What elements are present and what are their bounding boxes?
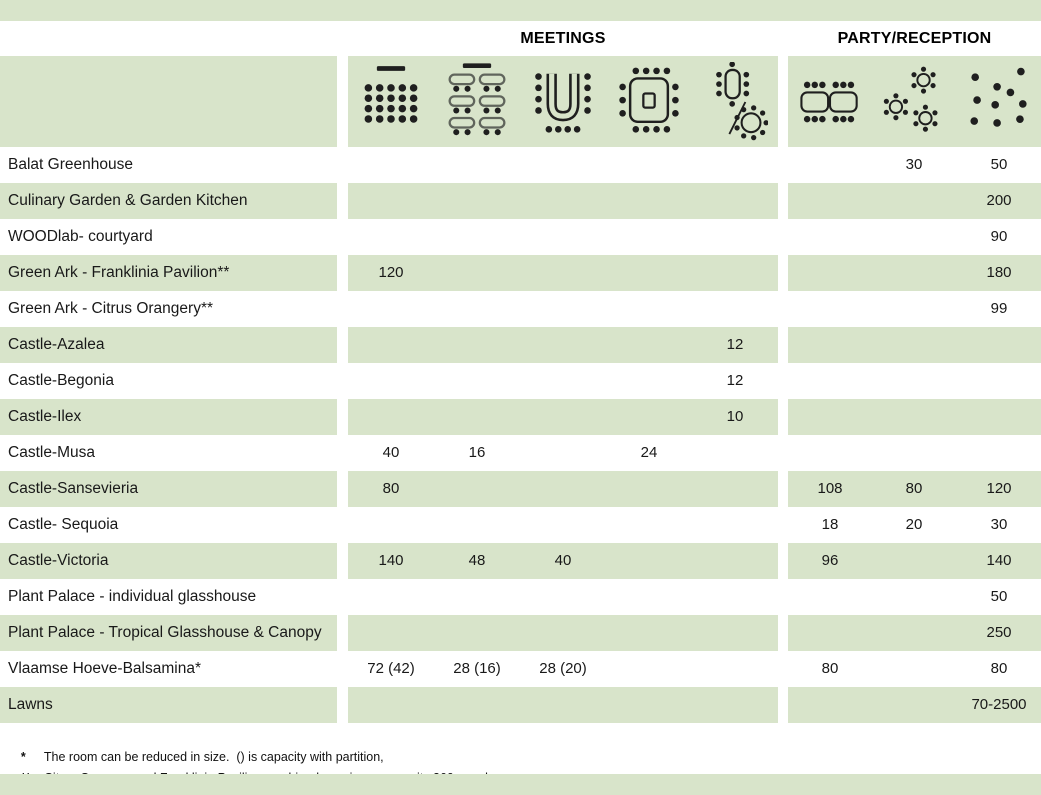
- capacity-classroom: [434, 687, 520, 723]
- meetings-cells: [348, 327, 778, 363]
- table-row: [0, 435, 1041, 471]
- party-icon-header: [788, 56, 1041, 147]
- footnote-partition: [7, 730, 1007, 764]
- venue-name: Castle-Azalea: [0, 327, 337, 363]
- capacity-classroom: [434, 183, 520, 219]
- capacity-boardroom: [692, 255, 778, 291]
- party-cells: [788, 579, 1041, 615]
- capacity-boardroom: [692, 435, 778, 471]
- theatre-icon: [348, 56, 434, 147]
- meetings-cells: [348, 687, 778, 723]
- capacity-theatre: [348, 291, 434, 327]
- capacity-theatre: [348, 327, 434, 363]
- capacity-long-tables: [788, 219, 872, 255]
- table-row: [0, 291, 1041, 327]
- capacity-theatre: 72 (42): [367, 660, 415, 677]
- capacity-hollow-square: [606, 147, 692, 183]
- capacity-theatre: [348, 183, 434, 219]
- standing-reception-icon: [957, 56, 1041, 147]
- capacity-hollow-square: [606, 615, 692, 651]
- capacity-reception: [957, 399, 1041, 435]
- capacity-reception: 140: [986, 552, 1012, 569]
- bottom-band: [0, 774, 1041, 795]
- venue-name: Castle-Musa: [8, 444, 95, 461]
- capacity-round-tables: [872, 615, 956, 651]
- capacity-long-tables: [788, 579, 872, 615]
- capacity-round-tables: [872, 255, 956, 291]
- capacity-round-tables: 20: [905, 516, 923, 533]
- party-cells: [788, 363, 1041, 399]
- meetings-cells: [348, 543, 778, 579]
- meetings-cells: [348, 255, 778, 291]
- party-cells: [788, 327, 1041, 363]
- capacity-boardroom: [692, 147, 778, 183]
- capacity-u-shape: [520, 219, 606, 255]
- capacity-reception: 70-2500: [971, 696, 1027, 713]
- table-row: [0, 579, 1041, 615]
- meetings-cells: [348, 183, 778, 219]
- capacity-reception: [957, 363, 1041, 399]
- boardroom-or-round-table-icon: [692, 56, 778, 147]
- capacity-u-shape: [520, 579, 606, 615]
- meetings-group-header: MEETINGS: [520, 30, 606, 47]
- meetings-cells: [348, 579, 778, 615]
- party-cells: [788, 543, 1041, 579]
- party-cells: [788, 291, 1041, 327]
- table-row: [0, 543, 1041, 579]
- capacity-long-tables: 18: [821, 516, 839, 533]
- capacity-classroom: [434, 399, 520, 435]
- capacity-long-tables: [788, 147, 872, 183]
- capacity-theatre: [348, 507, 434, 543]
- capacity-u-shape: [520, 687, 606, 723]
- capacity-boardroom: [692, 543, 778, 579]
- party-cells: [788, 687, 1041, 723]
- meetings-icon-header: [348, 56, 778, 147]
- venue-name: Castle-Sansevieria: [0, 471, 337, 507]
- capacity-hollow-square: [606, 687, 692, 723]
- capacity-reception: 30: [990, 516, 1008, 533]
- table-row: [0, 183, 1041, 219]
- venue-name: WOODlab- courtyard: [8, 228, 153, 245]
- capacity-long-tables: 96: [821, 552, 839, 569]
- capacity-round-tables: [872, 399, 956, 435]
- top-band: [0, 0, 1041, 21]
- capacity-theatre: [348, 147, 434, 183]
- table-row: [0, 327, 1041, 363]
- meetings-cells: [348, 219, 778, 255]
- classroom-icon: [434, 56, 520, 147]
- venue-name: Castle-Begonia: [8, 372, 114, 389]
- capacity-u-shape: 28 (20): [539, 660, 587, 677]
- capacity-boardroom: [692, 183, 778, 219]
- capacity-classroom: [434, 219, 520, 255]
- capacity-long-tables: [788, 363, 872, 399]
- capacity-boardroom: 10: [726, 408, 744, 425]
- meetings-cells: [348, 651, 778, 687]
- capacity-hollow-square: [606, 399, 692, 435]
- meetings-cells: [348, 291, 778, 327]
- meetings-cells: [348, 471, 778, 507]
- meetings-cells: [348, 147, 778, 183]
- capacity-long-tables: 80: [821, 660, 839, 677]
- long-tables-icon: [788, 56, 872, 147]
- capacity-classroom: [434, 471, 520, 507]
- venue-name: Green Ark - Citrus Orangery**: [8, 300, 214, 317]
- capacity-u-shape: [520, 363, 606, 399]
- party-cells: [788, 183, 1041, 219]
- party-cells: [788, 147, 1041, 183]
- table-row: [0, 399, 1041, 435]
- capacity-hollow-square: [606, 219, 692, 255]
- capacity-round-tables: [872, 579, 956, 615]
- capacity-long-tables: 108: [817, 480, 843, 497]
- party-cells: [788, 255, 1041, 291]
- meetings-cells: [348, 399, 778, 435]
- party-cells: [788, 615, 1041, 651]
- capacity-round-tables: [872, 687, 956, 723]
- venue-name: Lawns: [0, 687, 337, 723]
- capacity-round-tables: [872, 651, 956, 687]
- capacity-theatre: 40: [382, 444, 400, 461]
- capacity-hollow-square: [606, 579, 692, 615]
- capacity-reception: [957, 435, 1041, 471]
- capacity-round-tables: [872, 219, 956, 255]
- capacity-long-tables: [788, 435, 872, 471]
- capacity-long-tables: [788, 255, 872, 291]
- table-body: [0, 147, 1041, 723]
- party-group-header: PARTY/RECEPTION: [837, 30, 992, 47]
- capacity-theatre: [348, 399, 434, 435]
- capacity-boardroom: [692, 219, 778, 255]
- capacity-classroom: [434, 507, 520, 543]
- capacity-boardroom: [692, 687, 778, 723]
- capacity-classroom: 28 (16): [453, 660, 501, 677]
- meetings-cells: [348, 363, 778, 399]
- venue-name: Balat Greenhouse: [8, 156, 133, 173]
- capacity-classroom: [434, 579, 520, 615]
- capacity-boardroom: [692, 291, 778, 327]
- capacity-hollow-square: [606, 327, 692, 363]
- capacity-theatre: [348, 687, 434, 723]
- capacity-hollow-square: 24: [640, 444, 658, 461]
- capacity-hollow-square: [606, 543, 692, 579]
- capacity-long-tables: [788, 183, 872, 219]
- capacity-hollow-square: [606, 651, 692, 687]
- capacity-hollow-square: [606, 363, 692, 399]
- capacity-long-tables: [788, 327, 872, 363]
- capacity-theatre: 80: [382, 480, 400, 497]
- capacity-round-tables: 30: [905, 156, 923, 173]
- round-tables-icon: [872, 56, 956, 147]
- capacity-boardroom: [692, 507, 778, 543]
- capacity-theatre: [348, 579, 434, 615]
- capacity-theatre: 120: [378, 264, 404, 281]
- capacity-u-shape: [520, 399, 606, 435]
- venue-name: Plant Palace - Tropical Glasshouse & Canopy: [0, 615, 337, 651]
- capacity-round-tables: [872, 291, 956, 327]
- capacity-classroom: [434, 255, 520, 291]
- table-row: [0, 363, 1041, 399]
- venue-column-header: [0, 56, 337, 147]
- venue-name: Castle- Sequoia: [8, 516, 119, 533]
- capacity-classroom: [434, 147, 520, 183]
- capacity-reception: 50: [990, 156, 1008, 173]
- capacity-round-tables: [872, 435, 956, 471]
- capacity-reception: 80: [990, 660, 1008, 677]
- capacity-classroom: [434, 291, 520, 327]
- capacity-u-shape: [520, 507, 606, 543]
- footnote-marker: *: [20, 750, 26, 764]
- capacity-round-tables: [872, 363, 956, 399]
- capacity-boardroom: [692, 615, 778, 651]
- table-row: [0, 147, 1041, 183]
- capacity-reception: [957, 327, 1041, 363]
- capacity-theatre: 140: [378, 552, 404, 569]
- capacity-u-shape: [520, 147, 606, 183]
- capacity-boardroom: 12: [726, 336, 744, 353]
- meetings-cells: [348, 615, 778, 651]
- capacity-boardroom: [692, 579, 778, 615]
- party-cells: [788, 399, 1041, 435]
- capacity-reception: 200: [986, 192, 1012, 209]
- capacity-classroom: 16: [468, 444, 486, 461]
- capacity-theatre: [348, 219, 434, 255]
- capacity-hollow-square: [606, 183, 692, 219]
- capacity-reception: 120: [986, 480, 1012, 497]
- table-row: [0, 651, 1041, 687]
- capacity-u-shape: [520, 255, 606, 291]
- capacity-reception: 99: [990, 300, 1008, 317]
- meetings-cells: [348, 507, 778, 543]
- venue-name: Plant Palace - individual glasshouse: [8, 588, 257, 605]
- capacity-u-shape: [520, 615, 606, 651]
- table-row: [0, 507, 1041, 543]
- footnote-combined-capacity: [7, 751, 1007, 769]
- table-row: [0, 219, 1041, 255]
- capacity-classroom: [434, 363, 520, 399]
- capacity-reception: 250: [986, 624, 1012, 641]
- capacity-round-tables: [872, 543, 956, 579]
- capacity-reception: 50: [990, 588, 1008, 605]
- capacity-round-tables: [872, 183, 956, 219]
- hollow-square-icon: [606, 56, 692, 147]
- capacity-classroom: [434, 615, 520, 651]
- capacity-boardroom: [692, 651, 778, 687]
- table-row: [0, 255, 1041, 291]
- capacity-classroom: [434, 327, 520, 363]
- venue-name: Castle-Victoria: [0, 543, 337, 579]
- capacity-long-tables: [788, 615, 872, 651]
- meetings-cells: [348, 435, 778, 471]
- table-row: [0, 615, 1041, 651]
- capacity-round-tables: [872, 327, 956, 363]
- venue-name: Culinary Garden & Garden Kitchen: [0, 183, 337, 219]
- capacity-hollow-square: [606, 291, 692, 327]
- capacity-classroom: 48: [468, 552, 486, 569]
- venue-name: Green Ark - Franklinia Pavilion**: [0, 255, 337, 291]
- capacity-long-tables: [788, 399, 872, 435]
- capacity-u-shape: [520, 183, 606, 219]
- capacity-theatre: [348, 615, 434, 651]
- party-cells: [788, 219, 1041, 255]
- party-cells: [788, 435, 1041, 471]
- party-cells: [788, 651, 1041, 687]
- capacity-long-tables: [788, 687, 872, 723]
- capacity-u-shape: [520, 471, 606, 507]
- capacity-boardroom: 12: [726, 372, 744, 389]
- capacity-reception: 180: [986, 264, 1012, 281]
- table-row: [0, 471, 1041, 507]
- venue-name: Castle-Ilex: [0, 399, 337, 435]
- venue-name: Vlaamse Hoeve-Balsamina*: [8, 660, 201, 677]
- capacity-u-shape: [520, 435, 606, 471]
- u-shape-icon: [520, 56, 606, 147]
- capacity-round-tables: 80: [905, 480, 923, 497]
- party-cells: [788, 507, 1041, 543]
- capacity-u-shape: [520, 291, 606, 327]
- footnote-text: The room can be reduced in size. () is capacity with partition,: [43, 750, 384, 764]
- capacity-theatre: [348, 363, 434, 399]
- party-cells: [788, 471, 1041, 507]
- capacity-long-tables: [788, 291, 872, 327]
- capacity-hollow-square: [606, 471, 692, 507]
- capacity-hollow-square: [606, 507, 692, 543]
- table-row: [0, 687, 1041, 723]
- capacity-u-shape: [520, 327, 606, 363]
- capacity-boardroom: [692, 471, 778, 507]
- capacity-hollow-square: [606, 255, 692, 291]
- capacity-reception: 90: [990, 228, 1008, 245]
- capacity-u-shape: 40: [554, 552, 572, 569]
